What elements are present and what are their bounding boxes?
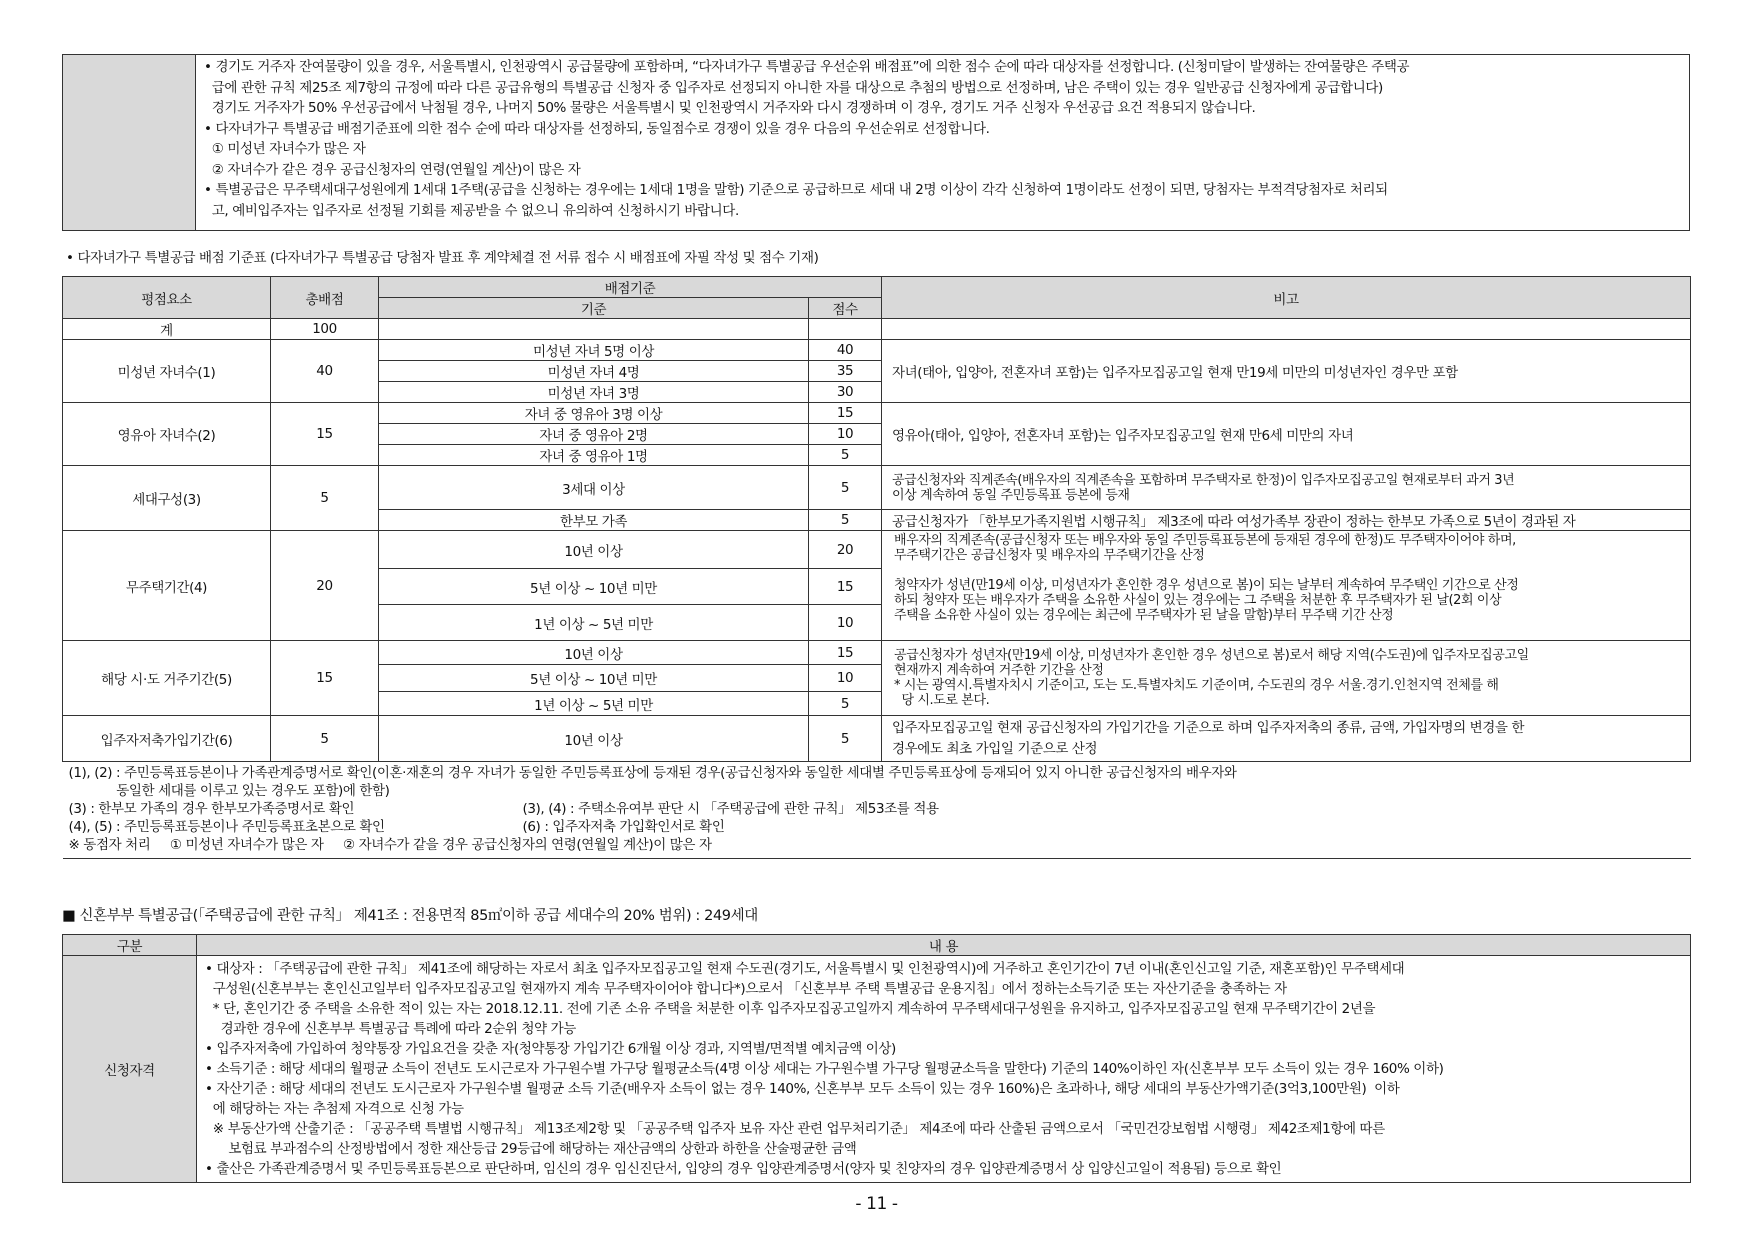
criteria-cell: 10년 이상 (379, 641, 809, 665)
total-cell: 40 (271, 340, 379, 403)
note-cell (882, 716, 1691, 762)
note-line: 입주자모집공고일 현재 공급신청자의 가입기간을 기준으로 하며 입주자저축의 종류, 금액, 가입자명의 변경을 한 (892, 719, 1525, 736)
footnote-line: (3), (4) : 주택소유여부 판단 시 「주택공급에 관한 규칙」 제53조를 적용 (522, 801, 939, 817)
note-line: 무주택기간은 공급신청자 및 배우자의 무주택기간을 산정 (894, 548, 1205, 563)
top-label-cell (63, 55, 196, 231)
criteria-cell: 자녀 중 영유아 3명 이상 (379, 403, 809, 424)
header-criteria: 기준 (379, 298, 809, 319)
total-cell: 15 (271, 641, 379, 716)
content-line: 구성원(신혼부부는 혼인신고일부터 입주자모집공고일 현재까지 계속 무주택자이어야 합니다*)으로서 「신혼부부 주택 특별공급 운용지침」에서 정하는소득기준 또는 자산기준을 충족하는 자 (205, 981, 1287, 997)
top-line: 급에 관한 규칙 제25조 제7항의 규정에 따라 다른 공급유형의 특별공급 신청자 중 입주자로 선정되지 아니한 자를 대상으로 추첨의 방법으로 선정하며, 남은 주택이 있는 경우 일반공급 신청자에게 공급합니다) (204, 79, 1383, 96)
footnote-line: (3) : 한부모 가족의 경우 한부모가족증명서로 확인 (68, 801, 355, 817)
header-score: 점수 (809, 298, 882, 319)
top-line: 경기도 거주자가 50% 우선공급에서 낙첨될 경우, 나머지 50% 물량은 서울특별시 및 인천광역시 거주자와 다시 경쟁하며 이 경우, 경기도 거주 신청자 우선공급 요건 적용되지 않습니다. (204, 100, 1256, 116)
item-cell: 미성년 자녀수(1) (63, 340, 271, 403)
total-cell: 5 (271, 716, 379, 762)
criteria-cell: 한부모 가족 (379, 510, 809, 531)
row-label: 신청자격 (63, 956, 197, 1183)
score-cell: 10 (809, 424, 882, 445)
header-item: 평점요소 (63, 277, 271, 319)
criteria-cell: 미성년 자녀 3명 (379, 382, 809, 403)
note-line: 청약자가 성년(만19세 이상, 미성년자가 혼인한 경우 성년으로 봄)이 되는 날부터 계속하여 무주택인 기간으로 산정 (894, 578, 1519, 593)
note-line: 배우자의 직계존속(공급신청자 또는 배우자와 동일 주민등록표등본에 등재된 경우에 한정)도 무주택자이어야 하며, (894, 533, 1516, 548)
top-line: ② 자녀수가 같은 경우 공급신청자의 연령(연월일 계산)이 많은 자 (204, 161, 581, 178)
content-line: 에 해당하는 자는 추첨제 자격으로 신청 가능 (205, 1101, 464, 1117)
criteria-cell: 10년 이상 (379, 716, 809, 762)
content-line: 경과한 경우에 신혼부부 특별공급 특례에 따라 2순위 청약 가능 (205, 1021, 576, 1037)
score-cell: 40 (809, 340, 882, 361)
note-line: 공급신청자가 성년자(만19세 이상, 미성년자가 혼인한 경우 성년으로 봄)로서 해당 지역(수도권)에 입주자모집공고일 (894, 648, 1529, 663)
sum-total: 100 (271, 319, 379, 340)
criteria-cell: 3세대 이상 (379, 466, 809, 510)
content-line: 보험료 부과점수의 산정방법에서 정한 재산등급 29등급에 해당하는 재산금액의 상한과 하한을 산술평균한 금액 (205, 1141, 857, 1157)
score-cell: 30 (809, 382, 882, 403)
note-line: 경우에도 최초 가입일 기준으로 산정 (892, 740, 1098, 757)
score-cell: 5 (809, 445, 882, 466)
newlywed-content-cell (197, 956, 1691, 1183)
top-content-list (204, 57, 1681, 221)
score-cell: 5 (809, 466, 882, 510)
item-cell: 입주자저축가입기간(6) (63, 716, 271, 762)
footnote-line: (1), (2) : 주민등록표등본이나 가족관계증명서로 확인(이혼·재혼의 경우 자녀가 동일한 주민등록표상에 등재된 경우(공급신청자와 동일한 세대별 주민등록표상에 등재되어 있지 아니한 공급신청자의 배우자와 (68, 765, 1237, 781)
col-category: 구분 (63, 935, 197, 956)
item-cell: 무주택기간(4) (63, 531, 271, 641)
score-cell: 15 (809, 569, 882, 605)
header-criteria-group: 배점기준 (379, 277, 882, 298)
criteria-cell: 5년 이상 ~ 10년 미만 (379, 569, 809, 605)
score-cell: 10 (809, 605, 882, 641)
total-cell: 20 (271, 531, 379, 641)
criteria-cell: 자녀 중 영유아 1명 (379, 445, 809, 466)
total-cell: 5 (271, 466, 379, 531)
criteria-cell: 미성년 자녀 4명 (379, 361, 809, 382)
footnote-line: (6) : 입주자저축 가입확인서로 확인 (522, 819, 725, 835)
criteria-cell: 미성년 자녀 5명 이상 (379, 340, 809, 361)
criteria-cell: 1년 이상 ~ 5년 미만 (379, 605, 809, 641)
item-cell: 해당 시·도 거주기간(5) (63, 641, 271, 716)
note-line: * 시는 광역시.특별자치시 기준이고, 도는 도.특별자치도 기준이며, 수도권의 경우 서울.경기.인천지역 전체를 해 (894, 678, 1499, 693)
content-line: • 자산기준 : 해당 세대의 전년도 도시근로자 가구원수별 월평균 소득 기준(배우자 소득이 없는 경우 140%, 신혼부부 모두 소득이 있는 경우 160%)은 초과하나, 해당 세대의 부동산가액기준(3억3,100만원) 이하 (205, 1081, 1400, 1097)
top-content-cell (196, 55, 1690, 231)
criteria-cell: 10년 이상 (379, 531, 809, 569)
note-line: 이상 계속하여 동일 주민등록표 등본에 등재 (892, 487, 1130, 503)
top-line: • 경기도 거주자 잔여물량이 있을 경우, 서울특별시, 인천광역시 공급물량에 포함하며, “다자녀가구 특별공급 우선순위 배점표”에 의한 점수 순에 따라 대상자를 선정합니다. (신청미달이 발생하는 잔여물량은 주택공 (204, 59, 1410, 75)
score-cell: 10 (809, 665, 882, 692)
content-line: • 소득기준 : 해당 세대의 월평균 소득이 전년도 도시근로자 가구원수별 가구당 월평균소득(4명 이상 세대는 가구원수별 가구당 월평균소득을 말한다) 기준의 140%이하인 자(신혼부부 모두 소득이 있는 경우 160% 이하) (205, 1061, 1444, 1077)
score-cell: 20 (809, 531, 882, 569)
criteria-cell: 자녀 중 영유아 2명 (379, 424, 809, 445)
sum-label: 계 (63, 319, 271, 340)
content-line: * 단, 혼인기간 중 주택을 소유한 적이 있는 자는 2018.12.11. 전에 기존 소유 주택을 처분한 이후 입주자모집공고일까지 계속하여 무주택세대구성원을 유지하고, 입주자모집공고일 현재 무주택기간이 2년을 (205, 1001, 1376, 1017)
header-total: 총배점 (271, 277, 379, 319)
note-line: 주택을 소유한 사실이 있는 경우에는 최근에 무주택자가 된 날을 말함)부터 무주택 기간 산정 (894, 608, 1394, 623)
header-note: 비고 (882, 277, 1691, 319)
criteria-cell: 5년 이상 ~ 10년 미만 (379, 665, 809, 692)
note-line: 하되 청약자 또는 배우자가 주택을 소유한 사실이 있는 경우에는 그 주택을 처분한 후 무주택자가 된 날(2회 이상 (894, 593, 1502, 608)
score-cell: 35 (809, 361, 882, 382)
note-cell: 공급신청자가 「한부모가족지원법 시행규칙」 제3조에 따라 여성가족부 장관이 정하는 한부모 가족으로 5년이 경과된 자 (882, 510, 1691, 531)
score-cell: 15 (809, 641, 882, 665)
top-line: • 특별공급은 무주택세대구성원에게 1세대 1주택(공급을 신청하는 경우에는 1세대 1명을 말함) 기준으로 공급하므로 세대 내 2명 이상이 각각 신청하여 1명이라도 선정이 되면, 당첨자는 부적격당첨자로 처리되 (204, 182, 1388, 198)
score-cell: 15 (809, 403, 882, 424)
newlywed-heading: ■ 신혼부부 특별공급(「주택공급에 관한 규칙」 제41조 : 전용면적 85㎡이하 공급 세대수의 20% 범위) : 249세대 (62, 908, 758, 924)
top-line: • 다자녀가구 특별공급 배점기준표에 의한 점수 순에 따라 대상자를 선정하되, 동일점수로 경쟁이 있을 경우 다음의 우선순위로 선정합니다. (204, 120, 990, 137)
page-number: - 11 - (855, 1194, 898, 1214)
footnote-line: ※ 동점자 처리 ① 미성년 자녀수가 많은 자 ② 자녀수가 같을 경우 공급신청자의 연령(연월일 계산)이 많은 자 (68, 837, 712, 853)
criteria-cell: 1년 이상 ~ 5년 미만 (379, 692, 809, 716)
note-cell: 영유아(태아, 입양아, 전혼자녀 포함)는 입주자모집공고일 현재 만6세 미만의 자녀 (882, 403, 1691, 466)
score-cell: 5 (809, 510, 882, 531)
score-cell: 5 (809, 692, 882, 716)
top-line: 고, 예비입주자는 입주자로 선정될 기회를 제공받을 수 없으니 유의하여 신청하시기 바랍니다. (204, 202, 739, 219)
content-line: ※ 부동산가액 산출기준 : 「공공주택 특별법 시행규칙」 제13조제2항 및 「공공주택 입주자 보유 자산 관련 업무처리기준」 제4조에 따라 산출된 금액으로서 「국민건강보험법 시행령」 제42조제1항에 따른 (205, 1121, 1385, 1137)
note-line: 당 시.도로 본다. (894, 693, 990, 708)
note-cell (882, 641, 1691, 716)
footnote-line: (4), (5) : 주민등록표등본이나 주민등록표초본으로 확인 (68, 819, 385, 835)
item-cell: 영유아 자녀수(2) (63, 403, 271, 466)
score-cell: 5 (809, 716, 882, 762)
note-cell (882, 531, 1691, 641)
total-cell: 15 (271, 403, 379, 466)
footnote-line: 동일한 세대를 이루고 있는 경우도 포함)에 한함) (108, 783, 390, 799)
footnotes-cell (63, 762, 1691, 859)
note-cell (882, 466, 1691, 510)
content-line: • 출산은 가족관계증명서 및 주민등록표등본으로 판단하며, 임신의 경우 임신진단서, 입양의 경우 입양관계증명서(양자 및 친양자의 경우 입양관계증명서 상 입양신고일이 적용됨) 등으로 확인 (205, 1161, 1282, 1177)
top-line: ① 미성년 자녀수가 많은 자 (204, 141, 366, 157)
col-content: 내 용 (197, 935, 1691, 956)
note-line: 현재까지 계속하여 거주한 기간을 산정 (894, 663, 1104, 678)
score-table (62, 276, 1691, 859)
item-cell: 세대구성(3) (63, 466, 271, 531)
content-line: • 입주자저축에 가입하여 청약통장 가입요건을 갖춘 자(청약통장 가입기간 6개월 이상 경과, 지역별/면적별 예치금액 이상) (205, 1041, 896, 1057)
note-line: 공급신청자와 직계존속(배우자의 직계존속을 포함하며 무주택자로 한정)이 입주자모집공고일 현재로부터 과거 3년 (892, 472, 1515, 488)
content-line: • 대상자 : 「주택공급에 관한 규칙」 제41조에 해당하는 자로서 최초 입주자모집공고일 현재 수도권(경기도, 서울특별시 및 인천광역시)에 거주하고 혼인기간이 7년 이내(혼인신고일 기준, 재혼포함)인 무주택세대 (205, 961, 1405, 977)
score-table-caption: • 다자녀가구 특별공급 배점 기준표 (다자녀가구 특별공급 당첨자 발표 후 계약체결 전 서류 접수 시 배점표에 자필 작성 및 점수 기재) (66, 250, 819, 266)
newlywed-table (62, 934, 1691, 1183)
note-cell: 자녀(태아, 입양아, 전혼자녀 포함)는 입주자모집공고일 현재 만19세 미만의 미성년자인 경우만 포함 (882, 340, 1691, 403)
top-continuation-table (62, 54, 1690, 231)
